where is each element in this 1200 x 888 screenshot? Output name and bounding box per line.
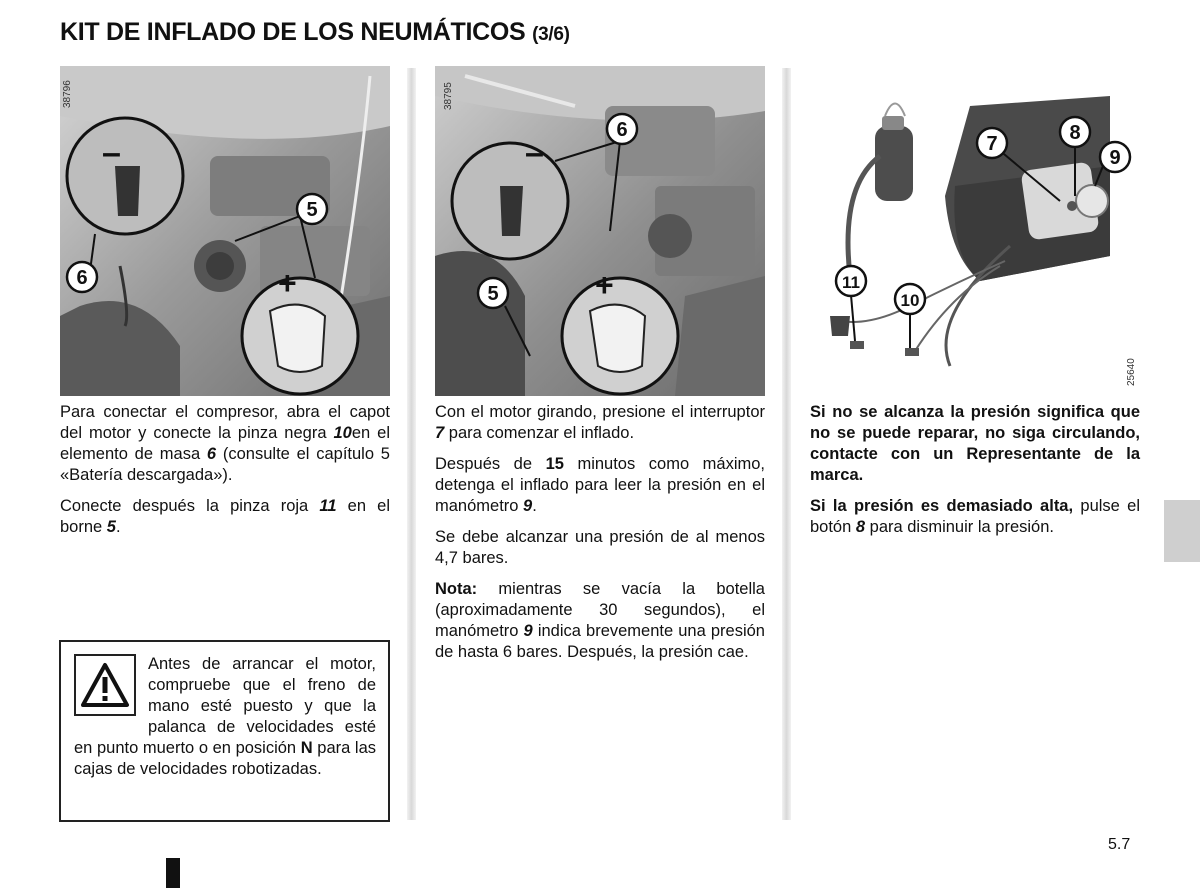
page-title [60, 18, 570, 47]
ref-7: 7 [435, 424, 445, 442]
paragraph: Después de 15 minutos como máximo, detenga el inflado para leer la presión en el manómetro 9. [435, 455, 765, 515]
ref-9: 9 [523, 622, 533, 640]
paragraph: Si no se alcanza la presión significa que no se puede reparar, no siga circulando, contacte con un Representante de la marca. [810, 403, 1140, 484]
figure-code: 38795 [443, 82, 454, 110]
paragraph: Conecte después la pinza roja 11 en el borne 5. [60, 497, 390, 536]
svg-text:9: 9 [1109, 147, 1121, 169]
warning-n: N [300, 739, 313, 757]
page-number: 5.7 [1108, 836, 1131, 853]
callout-5 [478, 278, 508, 308]
paragraph: Si la presión es demasiado alta, pulse el botón 8 para disminuir la presión. [810, 497, 1140, 536]
svg-text:8: 8 [1069, 122, 1081, 144]
paragraph: Nota: mientras se vacía la botella (aproximadamente 30 segundos), el manómetro 9 indica brevemente una presión de hasta 6 bares. Después, la presión cae. [435, 580, 765, 661]
callout-10 [895, 284, 925, 314]
callout-6 [67, 262, 97, 292]
ref-5: 5 [106, 518, 116, 536]
ref-11: 11 [319, 497, 337, 515]
svg-text:11: 11 [842, 273, 860, 292]
svg-text:6: 6 [616, 119, 628, 141]
column-1 [60, 402, 390, 548]
svg-text:5: 5 [306, 199, 318, 221]
plus-sign-1: + [278, 265, 297, 301]
figure-code: 25640 [1126, 358, 1137, 386]
ref-8: 8 [855, 518, 866, 536]
callout-5 [297, 194, 327, 224]
ref-10: 10 [333, 424, 352, 442]
title-main: KIT DE INFLADO DE LOS NEUMÁTICOS [60, 18, 526, 46]
warning-box: Antes de arrancar el motor, compruebe que el freno de mano esté puesto y que la palanca de velocidades esté en punto muerto o en posición N para las cajas de velocidades robotizadas. [59, 640, 390, 822]
column-2 [435, 402, 765, 673]
figure-code: 38796 [62, 80, 73, 108]
note-label: Nota: [435, 580, 478, 598]
callout-7 [977, 128, 1007, 158]
ref-6: 6 [206, 445, 217, 463]
ref-9: 9 [523, 497, 533, 515]
paragraph: Para conectar el compresor, abra el capot del motor y conecte la pinza negra 10en el elemento de masa 6 (consulte el capítulo 5 «Batería descargada»). [60, 403, 390, 484]
paragraph: Con el motor girando, presione el interruptor 7 para comenzar el inflado. [435, 403, 765, 442]
svg-text:10: 10 [900, 291, 920, 310]
warning-icon [74, 654, 136, 716]
callout-8 [1060, 117, 1090, 147]
chapter-tab-marker [1164, 500, 1200, 562]
plus-sign-2: + [595, 267, 614, 303]
paragraph: Se debe alcanzar una presión de al menos 4,7 bares. [435, 528, 765, 567]
callout-6 [607, 114, 637, 144]
column-separator [782, 68, 791, 820]
svg-text:5: 5 [487, 283, 499, 305]
svg-text:7: 7 [986, 133, 998, 155]
figure-engine-bay-2 [435, 66, 765, 396]
callout-11 [836, 266, 866, 296]
figure-engine-bay-1 [60, 66, 390, 396]
minutes-value: 15 [545, 455, 564, 473]
figure-inflation-kit [810, 66, 1140, 396]
callout-9 [1100, 142, 1130, 172]
minus-sign-1: – [102, 134, 121, 172]
column-3 [810, 402, 1140, 548]
column-separator [407, 68, 416, 820]
minus-sign-2: – [525, 134, 544, 172]
svg-text:6: 6 [76, 267, 88, 289]
title-suffix: (3/6) [532, 24, 570, 45]
bottom-marker [166, 858, 180, 888]
warning-text: Antes de arrancar el motor, compruebe que el freno de mano esté puesto y que la palanca de velocidades esté en punto muerto o en posición [74, 655, 376, 757]
